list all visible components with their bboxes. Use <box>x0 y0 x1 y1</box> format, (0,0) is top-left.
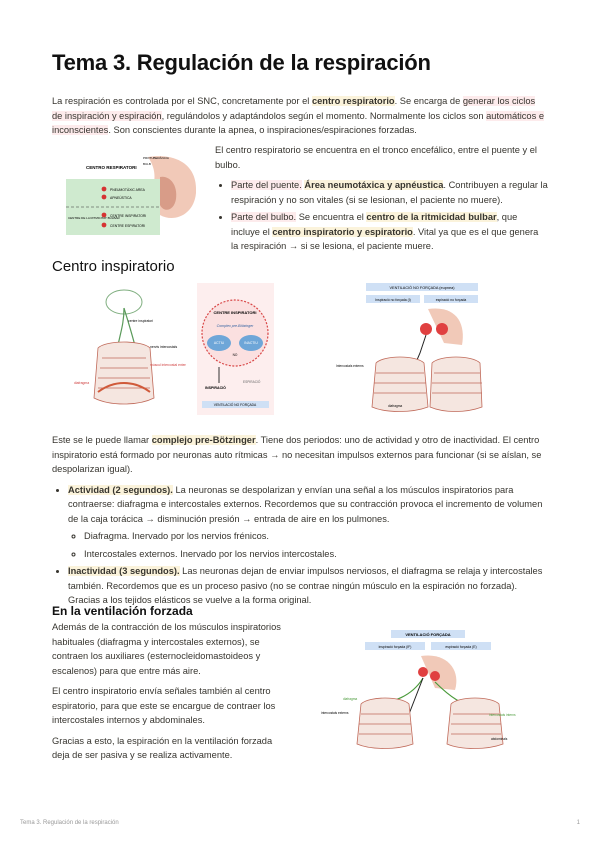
fig2-title: CENTRE INSPIRATORI <box>213 310 257 315</box>
fig2-subtitle: Complex pre-Bötzinger <box>216 324 254 328</box>
list-item <box>231 178 548 207</box>
list-item: ◦ Diafragma. Inervado por los nervios frénicos. <box>84 529 548 544</box>
text: , regulándolos y adaptándolos según el momento. Normalmente los ciclos son <box>161 110 487 121</box>
forced-section <box>52 620 292 763</box>
fig4-label: abdominals <box>491 737 508 741</box>
fig2-tall: NO <box>232 353 238 357</box>
text: . Son conscientes durante la apnea, o inspiraciones/espiraciones forzadas. <box>108 125 417 135</box>
text: . Se encarga de <box>394 96 463 106</box>
text: , que incluye el <box>231 212 518 237</box>
highlight-text: automáticos e inconscientes <box>52 110 544 135</box>
highlight-text: complejo pre-Bötzinger <box>151 435 256 445</box>
highlight-text: Parte del puente. <box>231 180 302 190</box>
text: . Tiene dos periodos: uno de actividad y otro de inactividad. El centro inspiratorio está formado por neuronas auto rítmicas → no necesitan impulsos externos para funcionar (si se aíslan, se despolarizan igual). <box>52 435 542 474</box>
center-section <box>215 143 548 257</box>
fig1-label: centre inspiratori <box>128 319 154 323</box>
fig2-label: INSPIRACIÓ <box>205 386 226 390</box>
fig1-label: múscul intercostal extern <box>150 363 186 367</box>
text: La respiración es controlada por el SNC, concretamente por el <box>52 96 312 106</box>
brain-fig-title: CENTRO RESPIRATORI <box>86 165 137 170</box>
fig3-label: diafragma <box>388 404 403 408</box>
fig3-label: espiració no forçada <box>435 298 467 302</box>
fig1-label: nervis intercostals <box>150 345 178 349</box>
fig3-label: Intercostals externs <box>336 364 364 368</box>
highlight-text: generar los ciclos de inspiración y espiración <box>52 96 536 121</box>
fig2-inactiu: INACTIU <box>244 341 258 345</box>
highlight-text: Parte del bulbo. <box>231 212 297 222</box>
brain-figure <box>56 153 200 239</box>
fig4-top: VENTILACIÓ FORÇADA <box>405 632 451 637</box>
highlight-text: Área neumotáxica y apnéustica <box>304 180 444 190</box>
brain-row: CENTRE ESPIRATORI <box>110 224 146 228</box>
left-mid-label: CENTRE DE LA RITMICITAT BULBAR <box>68 216 120 220</box>
list-item <box>68 564 548 608</box>
list-item <box>68 483 548 562</box>
highlight-text: Actividad (2 segundos). <box>68 484 173 495</box>
text: Este se le puede llamar <box>52 435 152 445</box>
list-item <box>231 210 548 254</box>
subsection-heading: En la ventilación forzada <box>52 604 193 618</box>
highlight-text: Inactividad (3 segundos). <box>68 566 180 576</box>
bulb-block <box>66 207 160 235</box>
fig3-top: VENTILACIÓ NO FORÇADA (eupnea) <box>389 286 455 290</box>
text: La neuronas se despolarizan y envían una señal a los músculos inspiratorios para contraerse: diafragma e intercostales externos. Recordemos que su contracción provoca el incremento de volumen de la caja torácica → disminución presión → entrada de aire en los pulmones. <box>68 484 543 524</box>
brain-row: APNEÚSTICA <box>110 196 132 200</box>
inspiratory-paragraph <box>52 433 548 477</box>
text: . Vital ya que es el que genera la respiración → si se lesiona, el paciente muere. <box>231 226 539 251</box>
pre-botzinger-figure <box>197 283 274 415</box>
fig4-label: inspiració forçada (IF) <box>378 645 412 649</box>
inspiratory-nerves-figure <box>68 288 186 410</box>
intro-paragraph <box>52 94 548 138</box>
highlight-text: centro inspiratorio y espiratorio <box>272 226 413 237</box>
text: Se encuentra el <box>296 212 367 222</box>
brain-row: CENTRE INSPIRATORI <box>110 214 147 218</box>
forced-paragraph: Gracias a esto, la espiración en la ventilación forzada deja de ser pasiva y se realiza activamente. <box>52 735 273 760</box>
fig2-esp: ESPIRACIÓ <box>243 380 261 384</box>
section-heading: Centro inspiratorio <box>52 258 175 275</box>
fig2-foot: VENTILACIÓ NO FORÇADA <box>213 403 257 407</box>
fig4-label: espiració forçada (E) <box>445 645 477 649</box>
fig4-label: diafragma <box>343 697 358 701</box>
footer-page-number: 1 <box>576 820 580 826</box>
text: . Contribuyen a regular la respiración y no son vitales (si se lesionan, el paciente no muere). <box>231 180 548 205</box>
list-item: ◦ Intercostales externos. Inervado por los nervios intercostales. <box>84 547 548 562</box>
fig4-label: intercostals externs <box>321 711 349 715</box>
fig3-label: Inspiració no forçada (I) <box>375 298 411 302</box>
fig2-actiu: ACTIU <box>213 341 225 345</box>
highlight-text: centro respiratorio <box>311 96 395 106</box>
no-forced-ventilation-figure <box>336 283 486 413</box>
pons-block <box>66 179 160 207</box>
bulb-label: BULB <box>143 162 151 166</box>
forced-ventilation-figure <box>321 628 531 752</box>
forced-paragraph: Además de la contracción de los músculos inspiratorios habituales (diafragma y intercostales externos), se contraen los auxiliares (esternocleidomastoideos y escalenos) para que entre más aire. <box>52 622 281 676</box>
inspiratory-section <box>52 433 548 611</box>
footer-title: Tema 3. Regulación de la respiración <box>20 820 119 826</box>
fig4-label: intercostals interns <box>489 713 516 717</box>
fig1-label: diafragma <box>74 381 90 385</box>
page-title: Tema 3. Regulación de la respiración <box>52 50 431 75</box>
text: Las neuronas dejan de enviar impulsos nerviosos, el diafragma se relaja y intercostales también. Recordemos que es un proceso pasivo (no se contrae ningún músculo en la espiración no forzada). Gracias a los tejidos elásticos se vuelve a la forma original. <box>68 566 543 605</box>
center-paragraph: El centro respiratorio se encuentra en el tronco encefálico, entre el puente y el bulbo. <box>215 145 537 170</box>
highlight-text: centro de la ritmicidad bulbar <box>366 212 497 222</box>
forced-paragraph: El centro inspiratorio envía señales también al centro espiratorio, para que este se encargue de contraer los intercostales internos y abdominales. <box>52 686 276 725</box>
pons-label: PROTUBERÀNCIA <box>143 156 169 160</box>
brain-row: PNEUMOTÀXIC AREA <box>110 188 145 192</box>
